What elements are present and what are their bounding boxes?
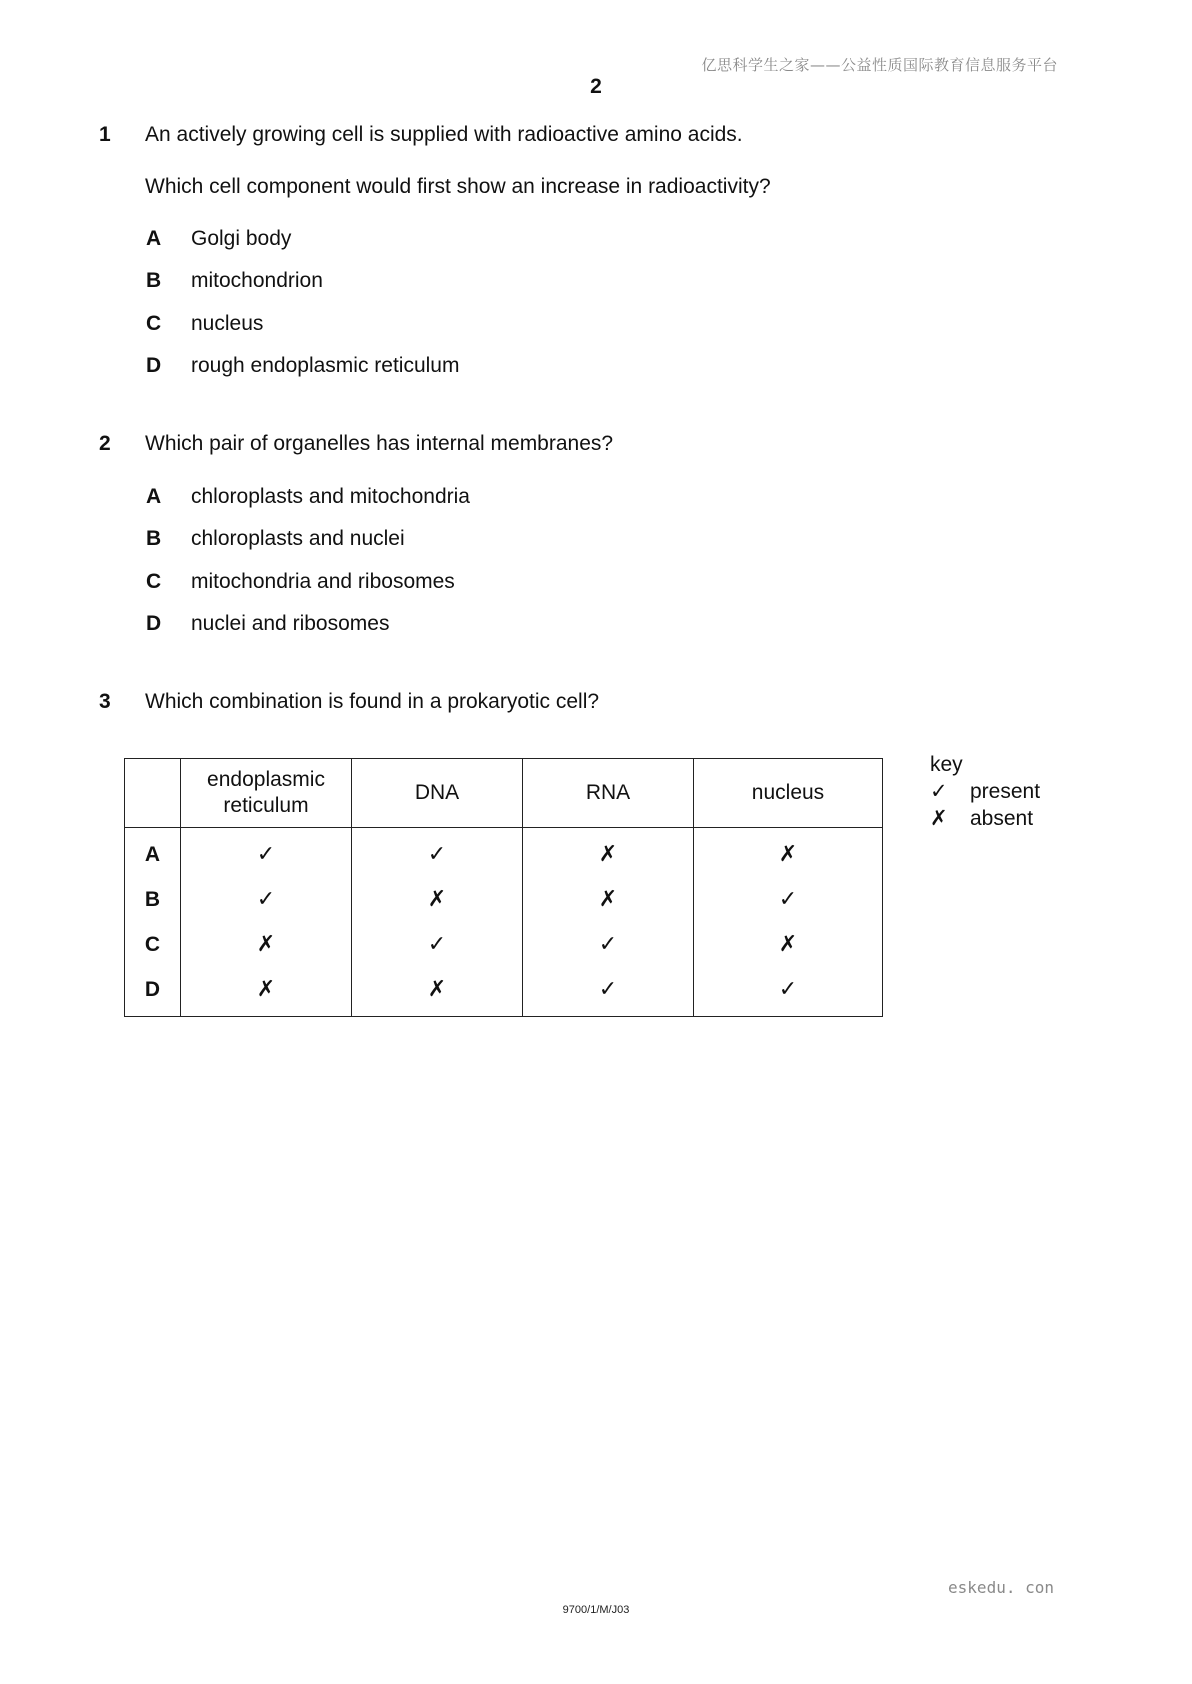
question-number: 3 <box>99 690 111 713</box>
table-cell: ✗ <box>694 922 883 967</box>
option-letter: D <box>146 354 162 377</box>
option-text: rough endoplasmic reticulum <box>191 354 460 377</box>
table-cell: ✗ <box>694 828 883 878</box>
header-endoplasmic-reticulum <box>181 759 352 828</box>
row-letter: A <box>125 828 181 878</box>
option-letter: A <box>146 485 162 508</box>
header-er-line2: reticulum <box>223 794 309 817</box>
option-text: Golgi body <box>191 227 292 250</box>
option-text: chloroplasts and mitochondria <box>191 485 470 508</box>
key-present-label: present <box>970 780 1041 803</box>
header-blank <box>125 759 181 828</box>
table-cell: ✗ <box>523 877 694 922</box>
q2-option-d <box>146 612 389 636</box>
q1-option-d <box>146 354 459 378</box>
table-key <box>930 751 1040 832</box>
key-absent <box>930 805 1040 832</box>
q2-option-b <box>146 527 405 551</box>
watermark-top: 亿思科学生之家——公益性质国际教育信息服务平台 <box>701 56 1058 74</box>
table-cell: ✓ <box>523 922 694 967</box>
option-text: mitochondria and ribosomes <box>191 570 455 593</box>
question-stem: Which pair of organelles has internal membranes? <box>145 432 614 455</box>
table-cell: ✓ <box>352 922 523 967</box>
table-row <box>125 877 883 922</box>
option-letter: C <box>146 312 162 335</box>
table-cell: ✗ <box>352 877 523 922</box>
key-present <box>930 778 1040 805</box>
table-cell: ✓ <box>523 967 694 1017</box>
table-cell: ✓ <box>694 877 883 922</box>
question-stem: Which combination is found in a prokaryotic cell? <box>145 690 600 713</box>
table-cell: ✓ <box>181 877 352 922</box>
question-number: 2 <box>99 432 111 455</box>
table-cell: ✗ <box>181 967 352 1017</box>
option-text: chloroplasts and nuclei <box>191 527 405 550</box>
page-number: 2 <box>590 75 602 98</box>
option-text: nuclei and ribosomes <box>191 612 390 635</box>
check-icon: ✓ <box>930 779 948 803</box>
row-letter: B <box>125 877 181 922</box>
question-prompt: Which cell component would first show an increase in radioactivity? <box>145 175 771 198</box>
q2-option-c <box>146 570 455 594</box>
key-title: key <box>930 753 963 776</box>
option-letter: A <box>146 227 162 250</box>
table-row <box>125 828 883 878</box>
cross-icon: ✗ <box>930 806 948 830</box>
option-letter: C <box>146 570 162 593</box>
option-text: nucleus <box>191 312 264 335</box>
q1-option-c <box>146 312 263 336</box>
watermark-bottom: eskedu. con <box>948 1578 1054 1597</box>
prokaryote-combination-table <box>124 758 883 1017</box>
option-letter: D <box>146 612 162 635</box>
q1-option-b <box>146 269 323 293</box>
table-cell: ✓ <box>181 828 352 878</box>
header-dna: DNA <box>352 759 523 828</box>
key-absent-label: absent <box>970 807 1034 830</box>
table-row <box>125 967 883 1017</box>
table-cell: ✓ <box>352 828 523 878</box>
row-letter: C <box>125 922 181 967</box>
q2-option-a <box>146 485 470 509</box>
row-letter: D <box>125 967 181 1017</box>
header-rna: RNA <box>523 759 694 828</box>
question-number: 1 <box>99 123 111 146</box>
option-text: mitochondrion <box>191 269 323 292</box>
table-header-row <box>125 759 883 828</box>
table-cell: ✗ <box>181 922 352 967</box>
header-er-line1: endoplasmic <box>207 768 325 791</box>
table-row <box>125 922 883 967</box>
option-letter: B <box>146 527 162 550</box>
option-letter: B <box>146 269 162 292</box>
question-stem: An actively growing cell is supplied with radioactive amino acids. <box>145 123 743 146</box>
table-cell: ✗ <box>523 828 694 878</box>
q1-option-a <box>146 227 291 251</box>
table-cell: ✓ <box>694 967 883 1017</box>
footer-code: 9700/1/M/J03 <box>562 1604 630 1616</box>
header-nucleus: nucleus <box>694 759 883 828</box>
table-cell: ✗ <box>352 967 523 1017</box>
